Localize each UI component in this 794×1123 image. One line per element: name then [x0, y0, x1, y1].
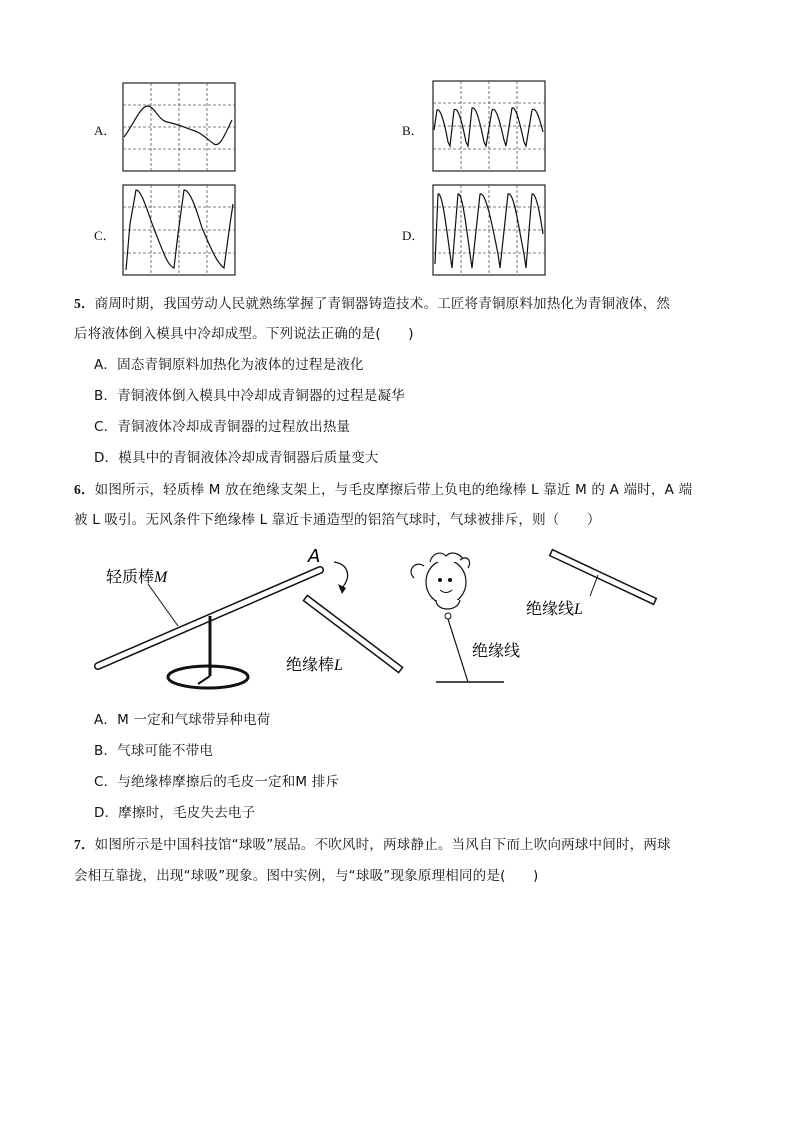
q6-option-d[interactable]: D．摩擦时，毛皮失去电子 [94, 805, 256, 821]
q5-option-a[interactable]: A．固态青铜原料加热化为液体的过程是液化 [94, 357, 364, 373]
cartoon-balloon-icon [411, 553, 470, 619]
wave-option-c-label: C． [94, 228, 116, 243]
wave-option-a-label: A． [94, 123, 117, 138]
q6-figure [80, 540, 680, 700]
waveform-a [122, 82, 236, 172]
q5-option-b[interactable]: B．青铜液体倒入模具中冷却成青铜器的过程是凝华 [94, 388, 405, 404]
q7-number: 7． [74, 837, 95, 852]
q6-option-a[interactable]: A．M 一定和气球带异种电荷 [94, 712, 271, 728]
rod-m-label: 轻质棒M [106, 567, 168, 586]
q6-option-b[interactable]: B．气球可能不带电 [94, 743, 214, 759]
right-rod-l [554, 554, 652, 600]
q5-stem-line1: 5．商周时期，我国劳动人民就熟练掌握了青铜器铸造技术。工匠将青铜原料加热化为青铜液体，然 [74, 296, 671, 312]
rod-l-label: 绝缘棒L [286, 655, 343, 674]
thread-label: 绝缘线 [472, 641, 521, 660]
q6-stem-line1: 6．如图所示，轻质棒 M 放在绝缘支架上，与毛皮摩擦后带上负电的绝缘棒 L 靠近 M 的 A 端时，A 端 [74, 482, 693, 498]
waveform-b [432, 80, 546, 172]
q6-stem-line2: 被 L 吸引。无风条件下绝缘棒 L 靠近卡通造型的铝箔气球时，气球被排斥，则（ ） [74, 512, 601, 528]
q7-stem-line1: 7．如图所示是中国科技馆“球吸”展品。不吹风时，两球静止。当风自下而上吹向两球中间时，两球 [74, 837, 671, 853]
q5-number: 5． [74, 296, 95, 311]
q5-stem-line2: 后将液体倒入模具中冷却成型。下列说法正确的是( ) [74, 326, 414, 342]
q5-option-c[interactable]: C．青铜液体冷却成青铜器的过程放出热量 [94, 419, 351, 435]
waveform-c [122, 184, 236, 276]
end-a-label: A [308, 546, 321, 567]
wave-option-d-label: D． [402, 228, 425, 243]
waveform-d [432, 184, 546, 276]
q6-option-c[interactable]: C．与绝缘棒摩擦后的毛皮一定和M 排斥 [94, 774, 340, 790]
q5-option-d[interactable]: D．模具中的青铜液体冷却成青铜器后质量变大 [94, 450, 379, 466]
q7-stem-line2: 会相互靠拢，出现“球吸”现象。图中实例，与“球吸”现象原理相同的是( ) [74, 868, 539, 884]
q6-number: 6． [74, 482, 95, 497]
right-rod-label: 绝缘线L [526, 599, 583, 618]
wave-option-b-label: B． [402, 123, 424, 138]
attraction-arrow [334, 562, 348, 588]
insulating-thread [448, 619, 468, 682]
